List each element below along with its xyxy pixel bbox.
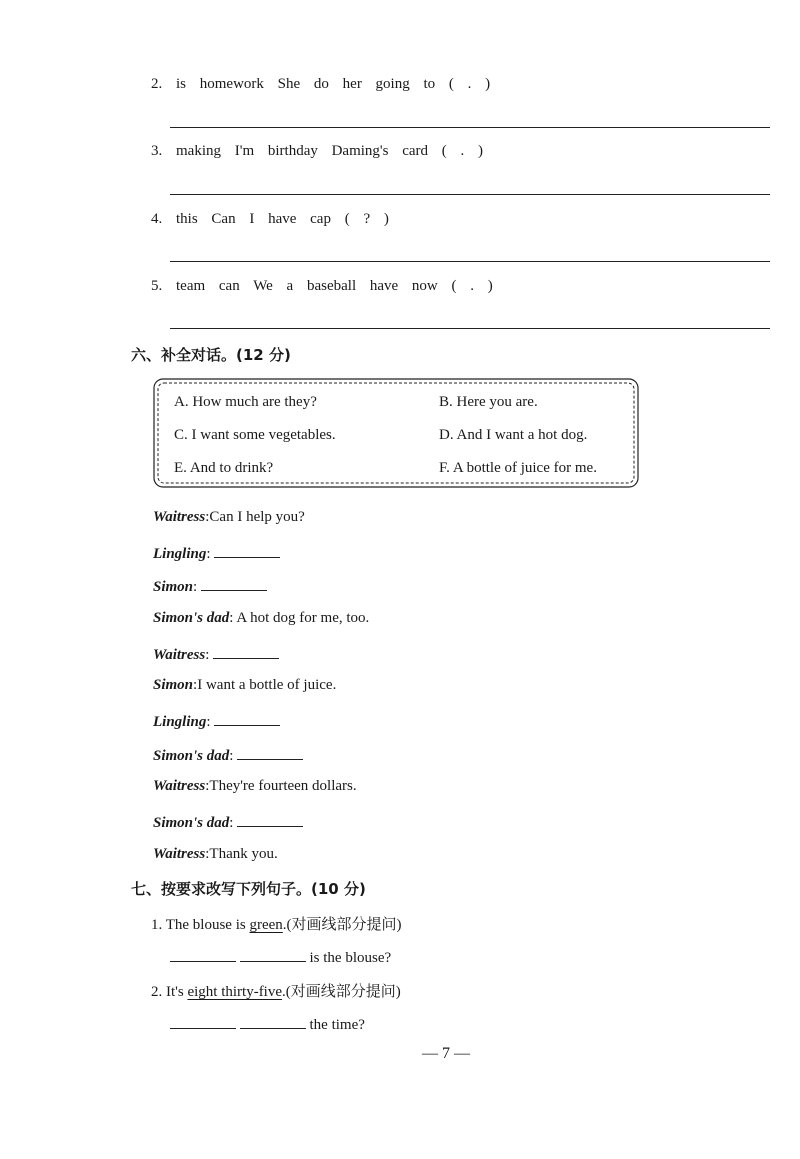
reorder-item-4: 4. this Can I have cap ( ? ) [151, 211, 389, 227]
dialogue-line: Simon's dad: [153, 745, 303, 765]
dialogue-line: Simon's dad: A hot dog for me, too. [153, 610, 370, 626]
reorder-item-3: 3. making I'm birthday Daming's card ( . ) [151, 143, 484, 159]
option-c: C. I want some vegetables. [174, 427, 336, 443]
answer-blank[interactable] [240, 1014, 306, 1029]
dialogue-line: Simon:I want a bottle of juice. [153, 677, 337, 693]
dialogue-line: Waitress:Can I help you? [153, 509, 305, 525]
dialogue-line: Simon: [153, 576, 267, 596]
answer-blank[interactable] [214, 543, 280, 558]
section-7-title: 七、按要求改写下列句子。(10 分) [131, 880, 366, 898]
rewrite-question-2: 2. It's eight thirty-five.(对画线部分提问) [151, 984, 401, 1000]
answer-blank[interactable] [201, 576, 267, 591]
answer-blank[interactable] [237, 812, 303, 827]
section-6-title: 六、补全对话。(12 分) [131, 346, 291, 364]
answer-blank[interactable] [170, 947, 236, 962]
option-a: A. How much are they? [174, 394, 317, 410]
answer-line[interactable] [170, 261, 770, 262]
options-box [152, 377, 640, 489]
rewrite-question-1: 1. The blouse is green.(对画线部分提问) [151, 917, 402, 933]
option-d: D. And I want a hot dog. [439, 427, 588, 443]
answer-line[interactable] [170, 194, 770, 195]
answer-line[interactable] [170, 328, 770, 329]
reorder-item-5: 5. team can We a baseball have now ( . ) [151, 278, 493, 294]
rewrite-answer-2: the time? [170, 1014, 365, 1034]
dialogue-line: Lingling: [153, 711, 280, 731]
dialogue-line: Lingling: [153, 543, 280, 563]
answer-blank[interactable] [213, 644, 279, 659]
option-e: E. And to drink? [174, 460, 274, 476]
option-f: F. A bottle of juice for me. [439, 460, 597, 476]
answer-blank[interactable] [170, 1014, 236, 1029]
answer-blank[interactable] [237, 745, 303, 760]
dialogue-line: Waitress: [153, 644, 279, 664]
dialogue-line: Waitress:Thank you. [153, 846, 278, 862]
dialogue-line: Simon's dad: [153, 812, 303, 832]
dialogue-line: Waitress:They're fourteen dollars. [153, 778, 357, 794]
answer-blank[interactable] [240, 947, 306, 962]
answer-blank[interactable] [214, 711, 280, 726]
rewrite-answer-1: is the blouse? [170, 947, 391, 967]
option-b: B. Here you are. [439, 394, 538, 410]
reorder-item-2: 2. is homework She do her going to ( . ) [151, 76, 491, 92]
answer-line[interactable] [170, 127, 770, 128]
page-number: — 7 — [422, 1045, 470, 1062]
